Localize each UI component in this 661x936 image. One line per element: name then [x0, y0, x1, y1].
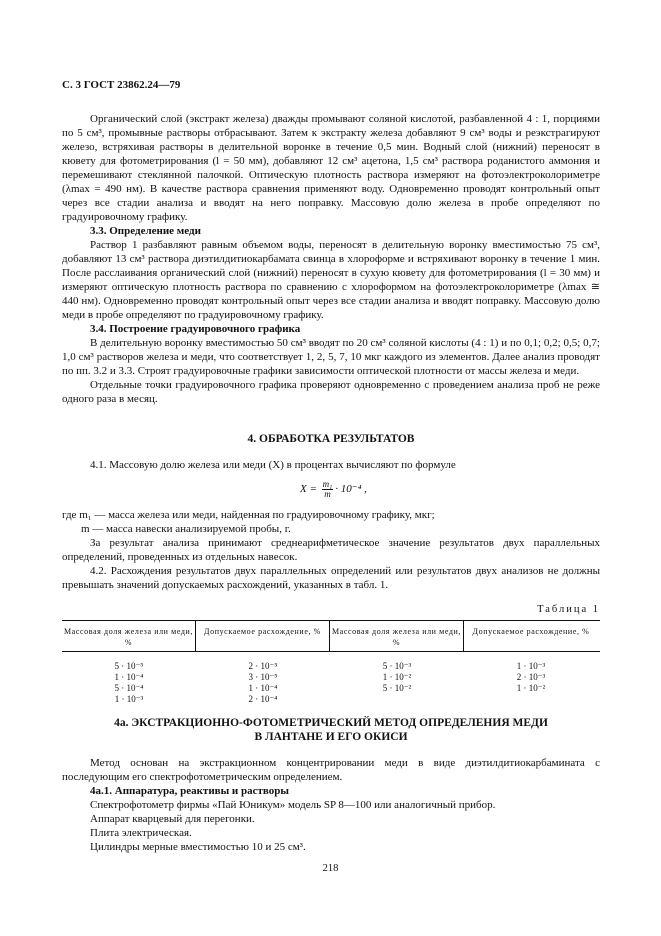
table-cell: 5 · 10⁻³ [382, 661, 412, 671]
table-body [62, 652, 600, 705]
table-header-cell: Массовая доля железа или меди, % [330, 621, 464, 651]
table-cell: 2 · 10⁻⁵ [248, 661, 278, 671]
table-col-4 [464, 661, 598, 705]
table-cell: 1 · 10⁻⁴ [248, 683, 278, 693]
paragraph-iron-determination: Органический слой (экстракт железа) дважды промывают соляной кислотой, разбавленной 4 : 1, порциями по 5 см³, промывные растворы отбрасывают. Затем к экстракту железа добавляют 9 см³ воды и реэкстрагируют железо, встряхивая растворы в делительной воронке в течение 0,5 мин. Водный слой (нижний) переносят в кювету для фотометрирования (l = 50 мм), добавляют 12 см³ ацетона, 1,5 см³ раствора роданистого аммония и перемешивают стеклянной палочкой. Оптическую плотность раствора измеряют на фотоэлектроколориметре (λmax = 490 нм). В качестве раствора сравнения применяют воду. Одновременно проводят контрольный опыт через все стадии анализа и вводят на него поправку. Массовую долю железа в пробе определяют по градуировочному графику. [62, 113, 600, 223]
table-cell: 1 · 10⁻² [382, 672, 412, 682]
table-header-row [62, 620, 600, 652]
equipment-item: Цилиндры мерные вместимостью 10 и 25 см³. [90, 841, 306, 853]
heading-4a-line-1: 4а. ЭКСТРАКЦИОННО-ФОТОМЕТРИЧЕСКИЙ МЕТОД ОПРЕДЕЛЕНИЯ МЕДИ [114, 717, 548, 729]
table-cell: 2 · 10⁻⁴ [248, 694, 278, 704]
table-cell: 3 · 10⁻⁵ [248, 672, 278, 682]
section-4a-body [62, 756, 600, 854]
table-header-cell: Допускаемое расхождение, % [472, 627, 590, 636]
equipment-item: Аппарат кварцевый для перегонки. [90, 813, 255, 825]
paragraph-4-1 [62, 458, 600, 472]
text-4-1: 4.1. Массовую долю железа или меди (X) в процентах вычисляют по формуле [90, 459, 456, 471]
table-header-cell: Допускаемое расхождение, % [196, 621, 330, 651]
section-3-2-continued [62, 112, 600, 406]
table-1 [62, 620, 600, 705]
table-cell: 5 · 10⁻⁴ [114, 683, 144, 693]
formula-legend [62, 508, 600, 592]
table-cell: 5 · 10⁻² [382, 683, 412, 693]
heading-3-4: 3.4. Построение градуировочного графика [90, 323, 301, 335]
paragraph-copper-determination: Раствор 1 разбавляют равным объемом воды, переносят в делительную воронку вместимостью 75 см³, добавляют 13 см³ раствора диэтилдитиокарбамата свинца в хлороформе и встряхивают воронку в течение 1 мин. После расслаивания органический слой (нижний) переносят в сухую кювету для фотометрирования (l = 30 мм) и измеряют оптическую плотность раствора по сравнению с хлороформом на фотоэлектроколориметре (λmax ≅ 440 нм). Одновременно проводят контрольный опыт через все стадии анализа и вводят поправку. Массовую долю меди в пробе определяют по градуировочному графику. [62, 239, 600, 321]
paragraph-average: За результат анализа принимают среднеарифметическое значение результатов двух параллельных определений, проведенных из отдельных навесок. [62, 537, 600, 563]
table-cell: 1 · 10⁻² [516, 683, 546, 693]
paragraph-4-2: 4.2. Расхождения результатов двух параллельных определений или результатов двух анализов не должны превышать значений допускаемых расхождений, указанных в табл. 1. [62, 565, 600, 591]
formula-rhs: · 10⁻⁴ , [335, 483, 367, 496]
table-cell: 1 · 10⁻³ [114, 694, 144, 704]
table-cell: 1 · 10⁻³ [516, 661, 546, 671]
legend-m1: где m₁ — масса железа или меди, найденная по градуировочному графику, мкг; [62, 509, 435, 521]
formula-denominator: m [324, 489, 331, 499]
table-header-cell: Массовая доля железа или меди, % [62, 621, 196, 651]
heading-4a-1: 4а.1. Аппаратура, реактивы и растворы [90, 785, 289, 797]
paragraph-4a-method: Метод основан на экстракционном концентрировании меди в виде диэтилдитиокарбамината с последующим его спектрофотометрическим определением. [62, 757, 600, 783]
table-cell: 5 · 10⁻⁵ [114, 661, 144, 671]
formula-fraction [322, 480, 334, 499]
paragraph-calibration-check: Отдельные точки градуировочного графика проверяют одновременно с проведением анализа проб не реже одного раза в месяц. [62, 379, 600, 405]
heading-4a-line-2: В ЛАНТАНЕ И ЕГО ОКИСИ [254, 731, 408, 743]
page-header: С. 3 ГОСТ 23862.24—79 [62, 79, 181, 91]
table-label: Таблица 1 [537, 604, 600, 615]
page-number: 218 [322, 863, 339, 874]
formula [300, 480, 367, 499]
legend-m: m — масса навески анализируемой пробы, г. [81, 523, 291, 535]
paragraph-calibration: В делительную воронку вместимостью 50 см³ вводят по 20 см³ соляной кислоты (4 : 1) и по 0,1; 0,2; 0,5; 0,7; 1,0 см³ растворов железа и меди, что соответствует 1, 2, 5, 7, 10 мкг каждого из элементов. Далее анализ проводят по пп. 3.2 и 3.3. Строят градуировочные графики зависимости оптической плотности от массы железа и меди. [62, 337, 600, 377]
table-col-3 [330, 661, 464, 705]
heading-3-3: 3.3. Определение меди [90, 225, 201, 237]
equipment-item: Спектрофотометр фирмы «Пай Юникум» модель SP 8—100 или аналогичный прибор. [90, 799, 496, 811]
formula-lhs: X = [300, 483, 320, 496]
table-cell: 2 · 10⁻³ [516, 672, 546, 682]
table-col-1 [62, 661, 196, 705]
heading-section-4: 4. ОБРАБОТКА РЕЗУЛЬТАТОВ [247, 433, 415, 445]
equipment-item: Плита электрическая. [90, 827, 192, 839]
formula-numerator: m₁ [322, 479, 333, 489]
heading-section-4a [62, 716, 600, 744]
table-col-2 [196, 661, 330, 705]
table-cell: 1 · 10⁻⁴ [114, 672, 144, 682]
